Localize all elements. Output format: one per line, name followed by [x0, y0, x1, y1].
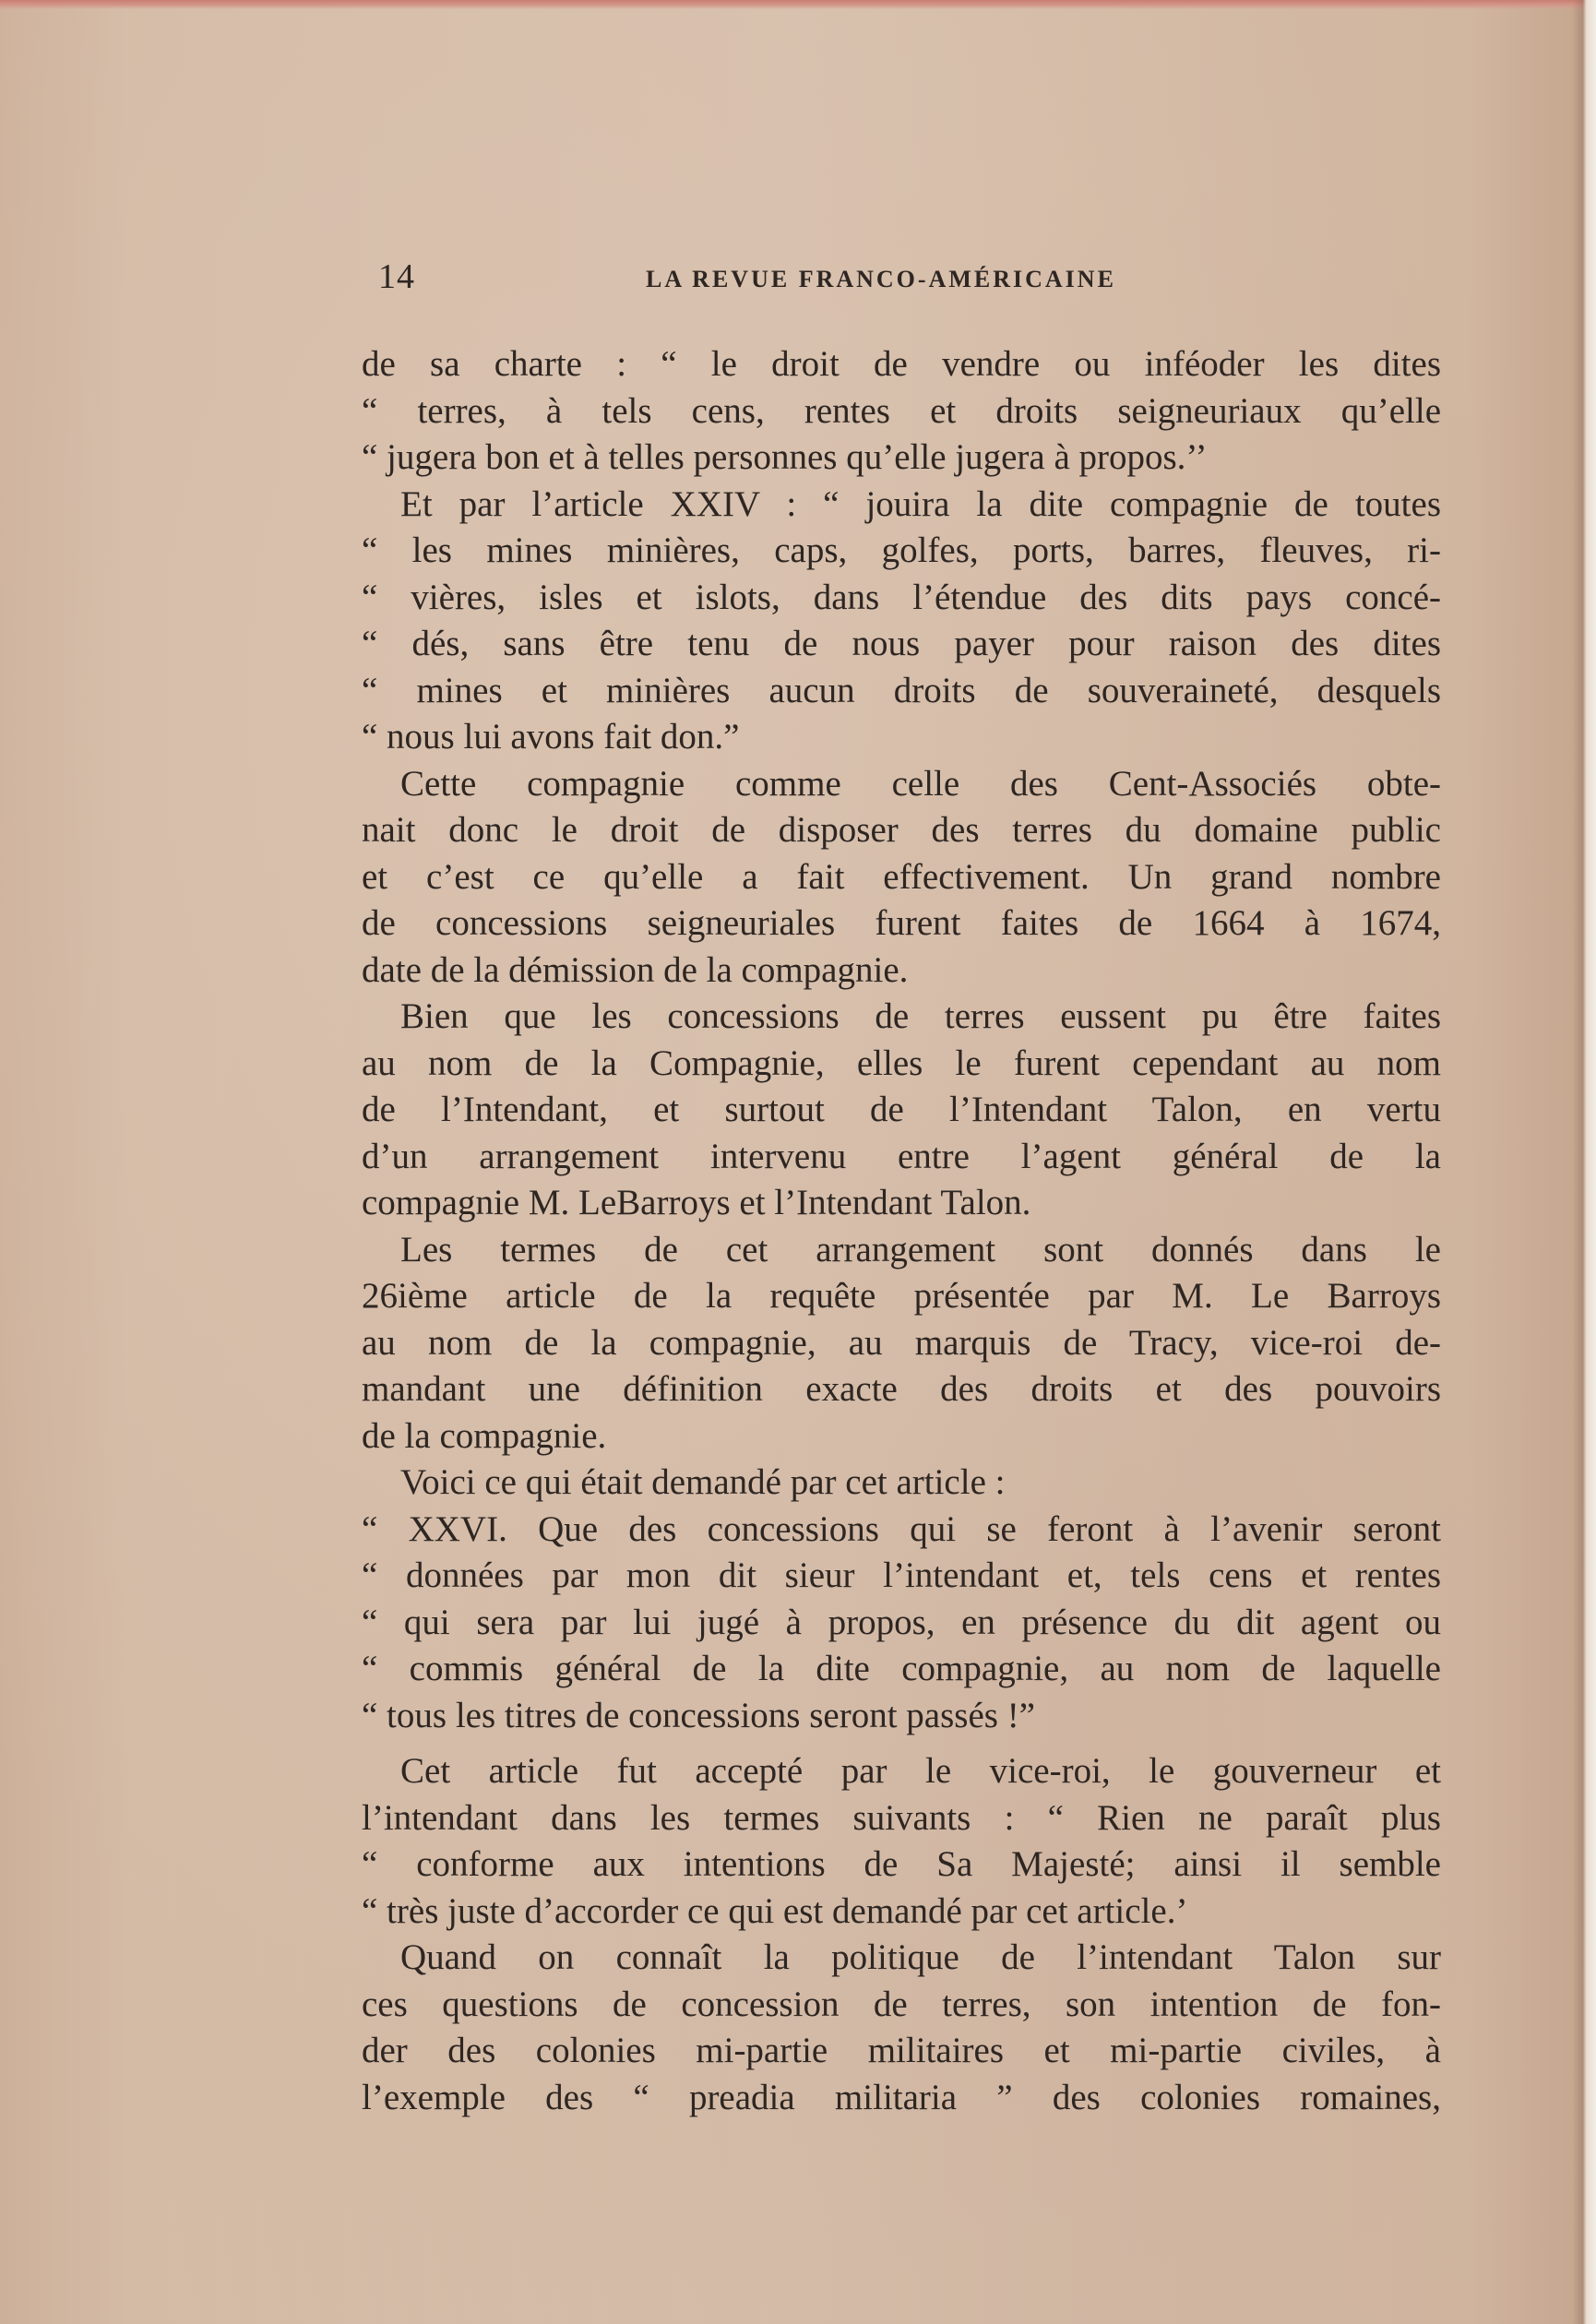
- text-line: nait donc le droit de disposer des terres du domaine public: [362, 810, 1441, 850]
- text-line: der des colonies mi-partie militaires et mi-partie civiles, à: [362, 2031, 1441, 2070]
- text-line: Quand on connaît la politique de l’intendant Talon sur: [400, 1937, 1441, 1977]
- text-line: “ les mines minières, caps, golfes, ports, barres, fleuves, ri-: [362, 530, 1441, 570]
- text-line: “ vières, isles et islots, dans l’étendue des dits pays concé-: [362, 577, 1441, 617]
- text-line: “ conforme aux intentions de Sa Majesté; ainsi il semble: [362, 1844, 1441, 1884]
- text-line: “ mines et minières aucun droits de souveraineté, desquels: [362, 670, 1441, 710]
- running-title: LA REVUE FRANCO-AMÉRICAINE: [646, 266, 1116, 292]
- text-line: de l’Intendant, et surtout de l’Intendant Talon, en vertu: [362, 1090, 1441, 1129]
- text-line: de la compagnie.: [362, 1415, 607, 1456]
- text-line: “ données par mon dit sieur l’intendant et, tels cens et rentes: [362, 1555, 1441, 1595]
- text-line: “ tous les titres de concessions seront passés !”: [362, 1695, 1035, 1735]
- text-line: date de la démission de la compagnie.: [362, 949, 909, 990]
- text-line: l’exemple des “ preadia militaria ” des colonies romaines,: [362, 2077, 1441, 2117]
- text-line: 26ième article de la requête présentée par M. Le Barroys: [362, 1276, 1441, 1316]
- text-line: Bien que les concessions de terres eussent pu être faites: [400, 996, 1441, 1036]
- page-header: [378, 256, 1439, 303]
- text-line: d’un arrangement intervenu entre l’agent général de la: [362, 1136, 1441, 1176]
- text-line: “ jugera bon et à telles personnes qu’elle jugera à propos.’’: [362, 437, 1208, 477]
- text-line: “ très juste d’accorder ce qui est demandé par cet article.’: [362, 1890, 1188, 1931]
- text-line: Et par l’article XXIV : “ jouira la dite compagnie de toutes: [400, 483, 1441, 524]
- text-line: Cette compagnie comme celle des Cent-Associés obte-: [400, 763, 1441, 804]
- text-line: de sa charte : “ le droit de vendre ou inféoder les dites: [362, 344, 1441, 384]
- text-line: “ commis général de la dite compagnie, au nom de laquelle: [362, 1649, 1441, 1688]
- body-text: [362, 341, 1441, 2121]
- text-line: mandant une définition exacte des droits et des pouvoirs: [362, 1369, 1441, 1409]
- text-line: et c’est ce qu’elle a fait effectivement. Un grand nombre: [362, 856, 1441, 897]
- text-line: Cet article fut accepté par le vice-roi, le gouverneur et: [400, 1751, 1441, 1791]
- text-line: au nom de la compagnie, au marquis de Tracy, vice-roi de-: [362, 1322, 1441, 1363]
- text-line: l’intendant dans les termes suivants : “ Rien ne paraît plus: [362, 1797, 1441, 1838]
- page-right-edge: [1572, 0, 1596, 2324]
- page-top-edge: [0, 0, 1596, 9]
- text-line: Les termes de cet arrangement sont donnés dans le: [400, 1229, 1441, 1269]
- text-line: ces questions de concession de terres, son intention de fon-: [362, 1984, 1441, 2024]
- text-line: “ terres, à tels cens, rentes et droits seigneuriaux qu’elle: [362, 390, 1441, 431]
- text-line: de concessions seigneuriales furent faites de 1664 à 1674,: [362, 903, 1441, 943]
- page-number: 14: [378, 257, 415, 296]
- text-line: compagnie M. LeBarroys et l’Intendant Talon.: [362, 1183, 1031, 1222]
- text-line: “ nous lui avons fait don.”: [362, 717, 740, 757]
- text-line: au nom de la Compagnie, elles le furent cependant au nom: [362, 1043, 1441, 1083]
- text-line: “ XXVI. Que des concessions qui se feront à l’avenir seront: [362, 1508, 1441, 1549]
- text-line: Voici ce qui était demandé par cet article :: [400, 1462, 1006, 1502]
- text-line: “ qui sera par lui jugé à propos, en présence du dit agent ou: [362, 1602, 1441, 1642]
- text-line: “ dés, sans être tenu de nous payer pour raison des dites: [362, 624, 1441, 663]
